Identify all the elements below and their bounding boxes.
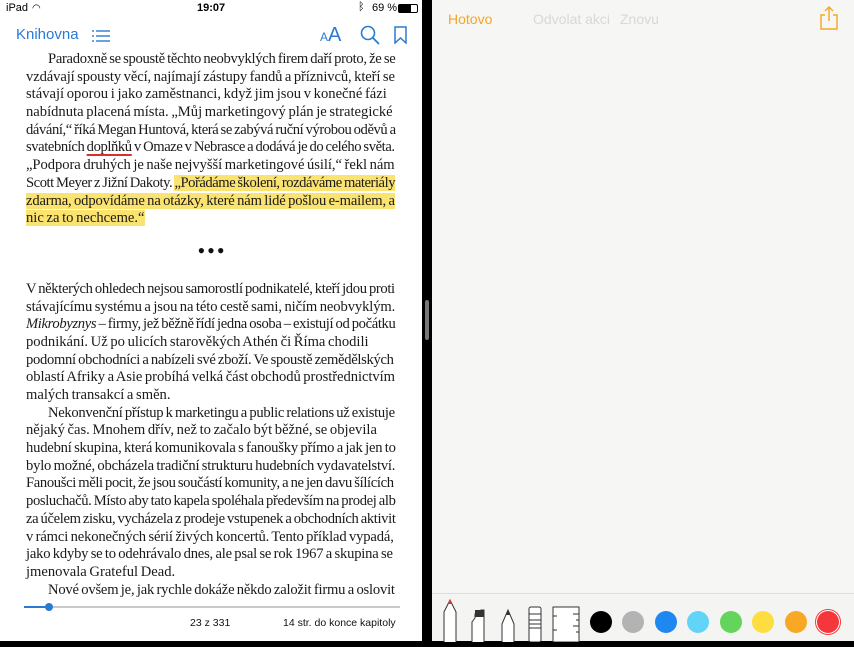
- color-swatch-blue[interactable]: [655, 611, 677, 633]
- pages-left-in-chapter: 14 str. do konce kapitoly: [283, 617, 396, 629]
- text: svatebních: [26, 139, 87, 156]
- color-swatch-black[interactable]: [590, 611, 612, 633]
- text-line: jako kdyby se to odehrávalo dnes, ale psal se rok 1967 a skupina se: [26, 546, 393, 563]
- done-button[interactable]: Hotovo: [448, 11, 493, 27]
- device-label: iPad: [6, 2, 29, 14]
- text-line: Fanoušci měli pocit, že jsou součástí komunity, a ne jen davu šílících: [26, 475, 394, 492]
- text-line: V některých ohledech nejsou samorostlí podnikatelé, kteří jdou proti: [26, 280, 395, 297]
- text: v Omaze v Nebrasce a dodává je do celého světa.: [131, 139, 395, 156]
- underlined-word[interactable]: doplňků: [86, 139, 132, 156]
- page-indicator: 23 z 331: [190, 617, 231, 629]
- notes-sketch-pane[interactable]: [432, 0, 854, 641]
- color-swatch-light-blue[interactable]: [687, 611, 709, 633]
- text-line: za účelem zisku, vycházela z prodeje vstupenek a obchodních aktivit: [26, 510, 396, 527]
- text-line: stávajícímu systému a jsou na této cestě sami, ničím neobvyklým.: [26, 298, 396, 315]
- text-line: [26, 210, 145, 228]
- page-scrubber[interactable]: [24, 606, 400, 608]
- text-line: stávají oporou i jako zaměstnanci, když jim jsou v konečné fázi: [26, 86, 387, 103]
- text-line: Nekonvenční přístup k marketingu a public relations už existuje: [48, 404, 395, 421]
- color-swatch-red-selected[interactable]: [817, 611, 839, 633]
- section-separator: •••: [197, 237, 227, 263]
- text-line: podnikání. Už po ulicích starověkých Athén či Říma chodili: [26, 333, 369, 350]
- text-line: vzdávají spousty věcí, najímají zástupy fandů a příznivců, kteří se: [26, 68, 395, 85]
- text-line: Paradoxně se spoustě těchto neobvyklých firem daří proto, že se: [48, 51, 396, 67]
- redo-button[interactable]: Znovu: [620, 11, 659, 27]
- text-line: malých transakcí a směn.: [26, 387, 171, 403]
- text-line: [26, 139, 395, 157]
- text-line: [26, 316, 395, 334]
- italic-term: Mikrobyznys: [26, 316, 97, 333]
- text-line: dávání,“ říká Megan Huntová, která se zabývá ruční výrobou oděvů a: [26, 121, 396, 138]
- text-line: bylo možné, obcházela tradiční strukturu hudebních vydavatelství.: [26, 457, 396, 474]
- split-view-handle[interactable]: [425, 300, 429, 340]
- clock: 19:07: [197, 2, 226, 14]
- text-line: [26, 193, 395, 211]
- pencil-tool-icon[interactable]: [500, 608, 516, 647]
- battery-icon: [398, 4, 418, 13]
- color-swatch-yellow[interactable]: [752, 611, 774, 633]
- marker-tool-icon[interactable]: [470, 608, 486, 647]
- text-line: [26, 175, 395, 193]
- share-icon[interactable]: [820, 6, 838, 35]
- library-button[interactable]: Knihovna: [16, 26, 79, 43]
- text-line: nabídnuta placená místa. „Můj marketingový plán je strategické: [26, 104, 393, 121]
- text-line: v rámci nekonečných sérií živých koncertů. Tento příklad vypadá,: [26, 528, 394, 545]
- text-line: podomní obchodníci a nabízeli své zboží. Ve spoustě zemědělských: [26, 351, 394, 368]
- text: – firmy, jež běžně řídí jedna osoba – existují od počátku: [96, 316, 396, 333]
- bookmark-icon[interactable]: [394, 26, 407, 49]
- color-swatch-orange[interactable]: [785, 611, 807, 633]
- scrubber-knob[interactable]: [45, 603, 53, 611]
- highlight[interactable]: „Pořádáme školení, rozdáváme materiály: [174, 174, 396, 191]
- book-text: [26, 51, 398, 599]
- text: Scott Meyer z Jižní Dakoty.: [26, 174, 175, 191]
- color-swatch-gray[interactable]: [622, 611, 644, 633]
- wifi-icon: ◠: [32, 3, 41, 14]
- table-of-contents-icon[interactable]: [92, 29, 110, 47]
- battery-percent: 69 %: [372, 2, 398, 14]
- font-size-button[interactable]: AA: [320, 24, 342, 46]
- text-line: jmenovala Grateful Dead.: [26, 563, 176, 580]
- text-line: oblastí Afriky a Asie probíhá velká část obchodů prostřednictvím: [26, 369, 395, 386]
- search-icon[interactable]: [360, 25, 380, 50]
- text-line: Nové ovšem je, jak rychle dokáže někdo založit firmu a oslovit: [48, 581, 395, 598]
- book-reader-pane: [0, 0, 422, 641]
- text-line: nějaký čas. Mnohem dřív, než to začalo být běžné, se objevila: [26, 422, 377, 439]
- highlight[interactable]: zdarma, odpovídáme na otázky, které nám lidé pošlou e-mailem, a: [26, 192, 395, 209]
- drawing-toolbar: [432, 593, 854, 641]
- text-line: „Podpora druhých je naše nejvyšší marketingové úsilí,“ řekl nám: [26, 157, 395, 174]
- pen-tool-icon[interactable]: [442, 596, 458, 647]
- color-swatch-green[interactable]: [720, 611, 742, 633]
- highlight[interactable]: nic za to nechceme.“: [26, 210, 145, 227]
- bluetooth-icon: ᛒ: [358, 1, 365, 13]
- text-line: posluchačů. Místo aby tato kapela spoléhala především na prodej alb: [26, 493, 396, 510]
- undo-button[interactable]: Odvolat akci: [533, 11, 611, 27]
- text-line: hudební skupina, která komunikovala s fanoušky přímo a jak jen to: [26, 440, 396, 457]
